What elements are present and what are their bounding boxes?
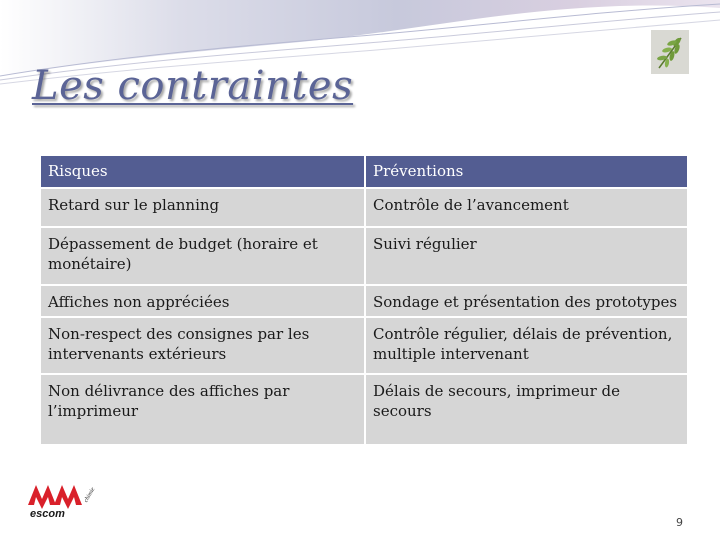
constraints-table <box>41 156 689 446</box>
logo-subtext: chimie <box>83 486 97 504</box>
table-row <box>41 286 689 318</box>
table-row <box>41 375 689 446</box>
prevention-cell: Contrôle régulier, délais de prévention, multiple intervenant <box>366 318 689 375</box>
escom-logo <box>26 481 97 521</box>
risk-cell: Retard sur le planning <box>41 189 366 228</box>
risk-cell: Affiches non appréciées <box>41 286 366 318</box>
slide-title: Les contraintes <box>32 63 354 109</box>
logo-text: escom <box>30 508 65 520</box>
risk-cell: Non délivrance des affiches par l’imprimeur <box>41 375 366 446</box>
header-preventions: Préventions <box>366 156 689 189</box>
table-row <box>41 189 689 228</box>
prevention-cell: Sondage et présentation des prototypes <box>366 286 689 318</box>
header-risks: Risques <box>41 156 366 189</box>
page-number: 9 <box>676 516 683 529</box>
table-row <box>41 318 689 375</box>
prevention-cell: Délais de secours, imprimeur de secours <box>366 375 689 446</box>
risk-cell: Dépassement de budget (horaire et monétaire) <box>41 228 366 286</box>
prevention-cell: Contrôle de l’avancement <box>366 189 689 228</box>
leaf-icon <box>651 30 689 74</box>
table-row <box>41 228 689 286</box>
prevention-cell: Suivi régulier <box>366 228 689 286</box>
risk-cell: Non-respect des consignes par les intervenants extérieurs <box>41 318 366 375</box>
table-header-row <box>41 156 689 189</box>
